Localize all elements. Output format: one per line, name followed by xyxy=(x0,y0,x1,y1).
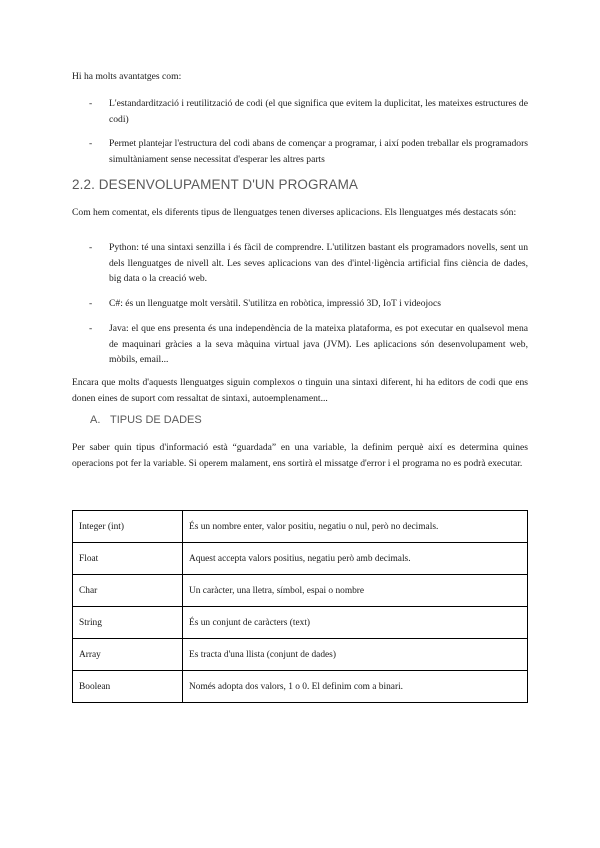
section-intro-paragraph: Com hem comentat, els diferents tipus de llenguatges tenen diverses aplicacions. Els llenguatges més destacats són: xyxy=(72,207,517,218)
language-text: Python: té una sintaxi senzilla i és fàcil de comprendre. L'utilitzen bastant els programadors novells, sent un dels llenguatges de nivell alt. Les seves aplicacions van des d'intel·ligència artificial fins ciència de dades, big data o la creació web. xyxy=(109,242,528,284)
section-heading: 2.2. DESENVOLUPAMENT D'UN PROGRAMA xyxy=(72,177,359,192)
table-row xyxy=(73,671,528,703)
type-description-cell: Es tracta d'una llista (conjunt de dades) xyxy=(183,639,528,671)
table-row xyxy=(73,575,528,607)
advantage-text: Permet plantejar l'estructura del codi abans de començar a programar, i així poden treballar els programadors simultàniament sense necessitat d'esperar les altres parts xyxy=(109,138,528,165)
table-row xyxy=(73,639,528,671)
type-description-cell: És un nombre enter, valor positiu, negatiu o nul, però no decimals. xyxy=(183,511,528,543)
type-description-cell: Només adopta dos valors, 1 o 0. El definim com a binari. xyxy=(183,671,528,703)
bullet-dash: - xyxy=(89,298,93,309)
advantage-text: L'estandardització i reutilització de codi (el que significa que evitem la duplicitat, les mateixes estructures de codi) xyxy=(109,98,528,125)
type-description-cell: Un caràcter, una lletra, símbol, espai o nombre xyxy=(183,575,528,607)
data-types-table xyxy=(72,510,528,703)
intro-text: Hi ha molts avantatges com: xyxy=(72,71,182,82)
type-name-cell: Float xyxy=(73,543,183,575)
language-text: C#: és un llenguatge molt versàtil. S'utilitza en robòtica, impressió 3D, IoT i videojocs xyxy=(109,298,441,309)
language-text: Java: el que ens presenta és una independència de la mateixa plataforma, es pot executar en qualsevol mena de maquinari gràcies a la seva màquina virtual java (JVM). Les aplicacions són desenvolupament web, mòbils, email... xyxy=(109,323,528,365)
type-description-cell: Aquest accepta valors positius, negatiu però amb decimals. xyxy=(183,543,528,575)
type-name-cell: Boolean xyxy=(73,671,183,703)
editors-paragraph: Encara que molts d'aquests llenguatges siguin complexos o tinguin una sintaxi diferent, hi ha editors de codi que ens donen eines de suport com ressaltat de sintaxi, autoemplenament... xyxy=(72,377,528,404)
table-row xyxy=(73,607,528,639)
bullet-dash: - xyxy=(89,323,93,334)
type-name-cell: Char xyxy=(73,575,183,607)
type-name-cell: Integer (int) xyxy=(73,511,183,543)
subsection-heading xyxy=(90,414,520,426)
subsection-title: TIPUS DE DADES xyxy=(110,414,202,426)
type-name-cell: Array xyxy=(73,639,183,671)
subsection-letter: A. xyxy=(90,414,101,426)
table-row xyxy=(73,511,528,543)
types-paragraph: Per saber quin tipus d'informació està “guardada” en una variable, la definim perquè així es determina quines operacions pot fer la variable. Si operem malament, ens sortirà el missatge d'error i el programa no es podrà executar. xyxy=(72,442,528,469)
type-name-cell: String xyxy=(73,607,183,639)
bullet-dash: - xyxy=(89,138,93,149)
bullet-dash: - xyxy=(89,242,93,253)
type-description-cell: És un conjunt de caràcters (text) xyxy=(183,607,528,639)
bullet-dash: - xyxy=(89,98,93,109)
table-row xyxy=(73,543,528,575)
